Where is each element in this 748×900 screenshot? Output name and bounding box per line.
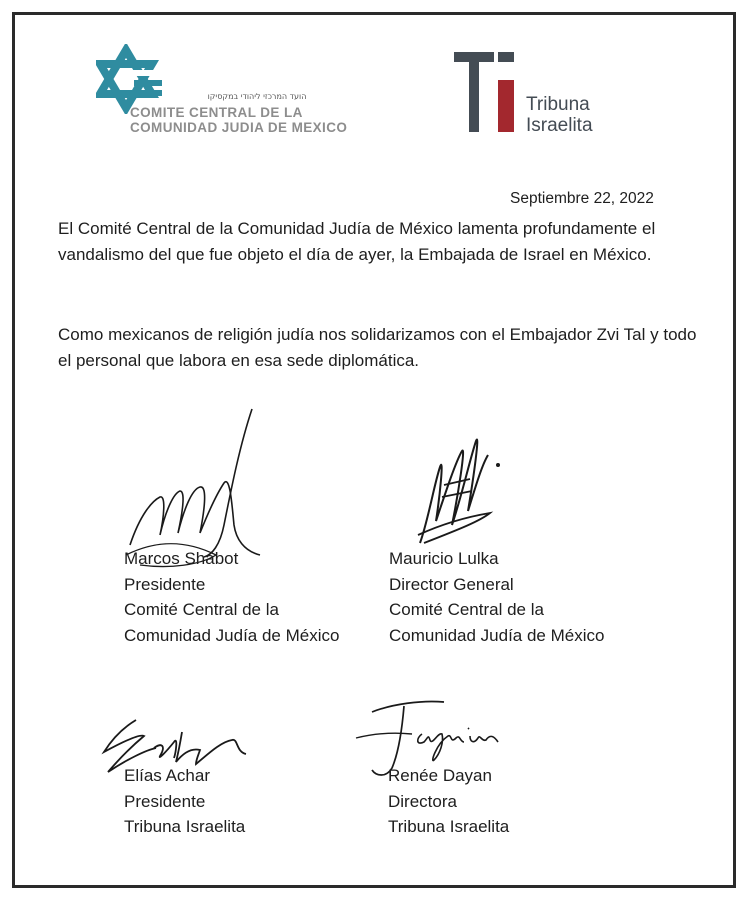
signatory-org-line1: Tribuna Israelita — [124, 817, 246, 836]
israelita-word: Israelita — [526, 115, 593, 136]
signatory-title: Presidente — [124, 574, 206, 594]
signatory-org-line1: Tribuna Israelita — [388, 817, 510, 836]
signatory-org-line1: Comité Central de la — [124, 600, 279, 619]
tribuna-word: Tribuna — [526, 94, 590, 115]
signatory-title: Presidente — [124, 791, 206, 811]
signatory-org-line2: Comunidad Judía de México — [389, 625, 605, 645]
signatory-title: Director General — [389, 574, 514, 594]
body-paragraph-1: El Comité Central de la Comunidad Judía de México lamenta profundamente el vandalismo del que fue objeto el día de ayer, la Embajada de Israel en México. — [58, 219, 656, 264]
comite-name-line2: COMUNIDAD JUDIA DE MEXICO — [130, 120, 348, 135]
signatory-block-3 — [124, 763, 245, 840]
ti-logo-icon — [454, 52, 520, 134]
signatory-block-4 — [388, 763, 509, 840]
signatory-block-1 — [124, 546, 339, 648]
body-paragraph-2: Como mexicanos de religión judía nos solidarizamos con el Embajador Zvi Tal y todo el personal que labora en esa sede diplomática. — [58, 325, 697, 370]
comite-hebrew-name: הועד המרכזי ליהודי במקסיקו — [207, 92, 307, 101]
signatory-org-line2: Comunidad Judía de México — [124, 625, 340, 645]
tribuna-israelita-logo — [454, 52, 654, 142]
letter-date: Septiembre 22, 2022 — [510, 190, 654, 207]
signatory-block-2 — [389, 546, 604, 648]
signatory-name: Renée Dayan — [388, 766, 492, 785]
signatory-org-line1: Comité Central de la — [389, 600, 544, 619]
signatory-name: Marcos Shabot — [124, 549, 239, 568]
comite-central-logo — [96, 44, 346, 134]
signatory-title: Directora — [388, 791, 457, 811]
star-of-david-logo-icon — [96, 44, 166, 114]
signatory-name: Elías Achar — [124, 766, 210, 785]
signatory-name: Mauricio Lulka — [389, 549, 499, 568]
signature-mauricio-lulka — [410, 425, 510, 555]
comite-name-line1: COMITE CENTRAL DE LA — [130, 105, 303, 120]
